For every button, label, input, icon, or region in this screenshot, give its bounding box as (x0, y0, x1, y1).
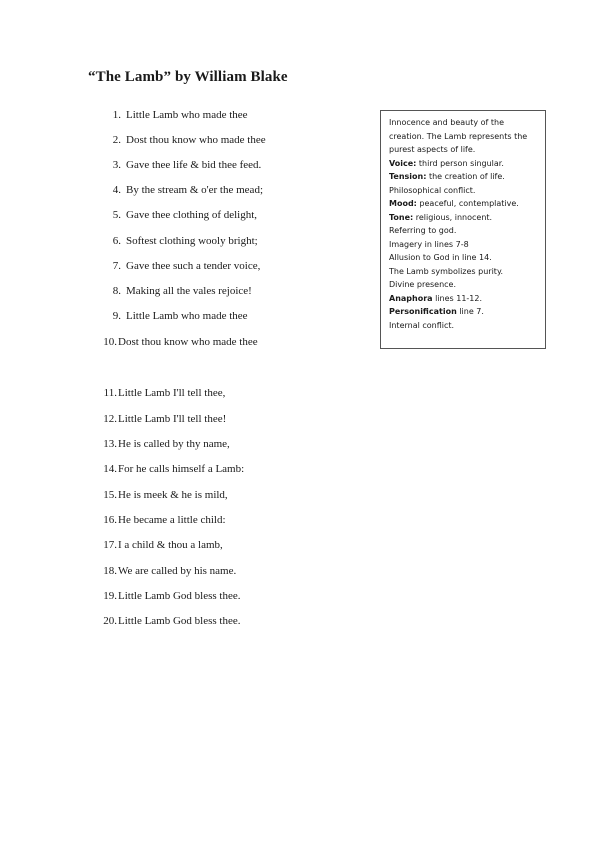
poem-line (104, 108, 248, 122)
line-number: 7. (112, 260, 121, 272)
line-text: Gave thee such a tender voice, (126, 260, 261, 272)
note-text: religious, innocent. (413, 212, 493, 222)
note-text: The Lamb symbolizes purity. (389, 266, 504, 276)
note-text: Divine presence. (389, 280, 457, 289)
line-text: He is meek & he is mild, (118, 489, 228, 501)
note-line (389, 238, 539, 252)
note-line (389, 319, 539, 333)
note-line (389, 251, 539, 265)
note-text: lines 11-12. (432, 293, 483, 303)
note-text: the creation of life. (426, 172, 505, 181)
line-text: Dost thou know who made thee (118, 336, 258, 348)
poem-line (100, 538, 223, 552)
poem-line (104, 234, 258, 248)
document-title: “The Lamb” by William Blake (88, 69, 288, 85)
line-number: 12. (103, 413, 117, 425)
note-line (389, 211, 539, 225)
note-line (389, 116, 539, 130)
poem-line (100, 564, 236, 578)
note-label: Personification (389, 307, 457, 316)
line-text: We are called by his name. (118, 565, 237, 577)
note-line (389, 224, 539, 238)
poem-body (104, 0, 374, 848)
poem-line (100, 614, 241, 628)
line-number: 9. (112, 310, 121, 322)
note-line (389, 184, 539, 198)
poem-line (100, 437, 230, 451)
line-text: Making all the vales rejoice! (126, 285, 252, 297)
line-text: I a child & thou a lamb, (118, 539, 223, 551)
note-text: Innocence and beauty of the (389, 118, 505, 127)
note-line (389, 305, 539, 319)
note-text: purest aspects of life. (389, 145, 476, 154)
line-number: 5. (112, 209, 121, 221)
note-text: line 7. (456, 307, 484, 316)
line-text: For he calls himself a Lamb: (118, 463, 245, 475)
note-text: peaceful, contemplative. (416, 199, 519, 208)
poem-line (104, 284, 252, 298)
line-number: 8. (112, 285, 121, 297)
note-line (389, 197, 539, 211)
note-line (389, 292, 539, 306)
note-line (389, 265, 539, 279)
line-number: 20. (103, 615, 117, 627)
poem-line (100, 589, 241, 603)
note-label: Mood: (389, 199, 417, 208)
line-text: Little Lamb I'll tell thee, (118, 387, 226, 399)
poem-line (100, 488, 228, 502)
line-number: 4. (112, 184, 121, 196)
line-number: 2. (112, 134, 121, 146)
poem-line (104, 208, 257, 222)
line-text: He is called by thy name, (118, 438, 230, 450)
line-text: Little Lamb who made thee (126, 109, 248, 121)
note-text: creation. The Lamb represents the (389, 131, 528, 141)
note-line (389, 170, 539, 184)
line-text: Little Lamb I'll tell thee! (118, 413, 227, 425)
note-line (389, 130, 539, 144)
line-number: 19. (103, 590, 117, 602)
line-text: Little Lamb God bless thee. (118, 615, 241, 627)
line-number: 17. (103, 539, 117, 551)
poem-line (100, 513, 226, 527)
poem-line (100, 462, 244, 476)
line-number: 1. (112, 109, 121, 121)
note-text: third person singular. (416, 158, 504, 168)
note-label: Anaphora (389, 293, 433, 303)
poem-line (100, 386, 225, 400)
line-text: He became a little child: (118, 514, 226, 526)
poem-line (100, 412, 226, 426)
line-number: 16. (103, 514, 117, 526)
note-text: Referring to god. (389, 226, 457, 235)
poem-line (100, 335, 258, 349)
line-text: Gave thee clothing of delight, (126, 209, 258, 221)
line-number: 10. (103, 336, 117, 348)
line-text: Softest clothing wooly bright; (126, 235, 258, 247)
analysis-notes-box (380, 110, 546, 349)
line-text: Gave thee life & bid thee feed. (126, 159, 262, 171)
line-number: 13. (103, 438, 117, 450)
note-line (389, 278, 539, 292)
poem-line (104, 133, 266, 147)
line-number: 14. (103, 463, 117, 475)
note-label: Tension: (389, 172, 427, 181)
note-text: Internal conflict. (389, 320, 455, 330)
note-label: Tone: (389, 212, 414, 222)
poem-line (104, 259, 260, 273)
line-text: Little Lamb God bless thee. (118, 590, 241, 602)
poem-line (104, 183, 263, 197)
line-number: 18. (103, 565, 117, 577)
note-label: Voice: (389, 158, 417, 168)
line-text: Little Lamb who made thee (126, 310, 248, 322)
note-text: Allusion to God in line 14. (389, 253, 492, 262)
note-text: Imagery in lines 7-8 (389, 239, 469, 249)
line-number: 3. (112, 159, 121, 171)
poem-line (104, 309, 248, 323)
line-number: 11. (103, 387, 117, 399)
poem-line (104, 158, 261, 172)
line-number: 15. (103, 489, 117, 501)
note-text: Philosophical conflict. (389, 185, 476, 195)
note-line (389, 157, 539, 171)
line-number: 6. (112, 235, 121, 247)
line-text: By the stream & o'er the mead; (126, 184, 263, 196)
note-line (389, 143, 539, 157)
line-text: Dost thou know who made thee (126, 134, 266, 146)
